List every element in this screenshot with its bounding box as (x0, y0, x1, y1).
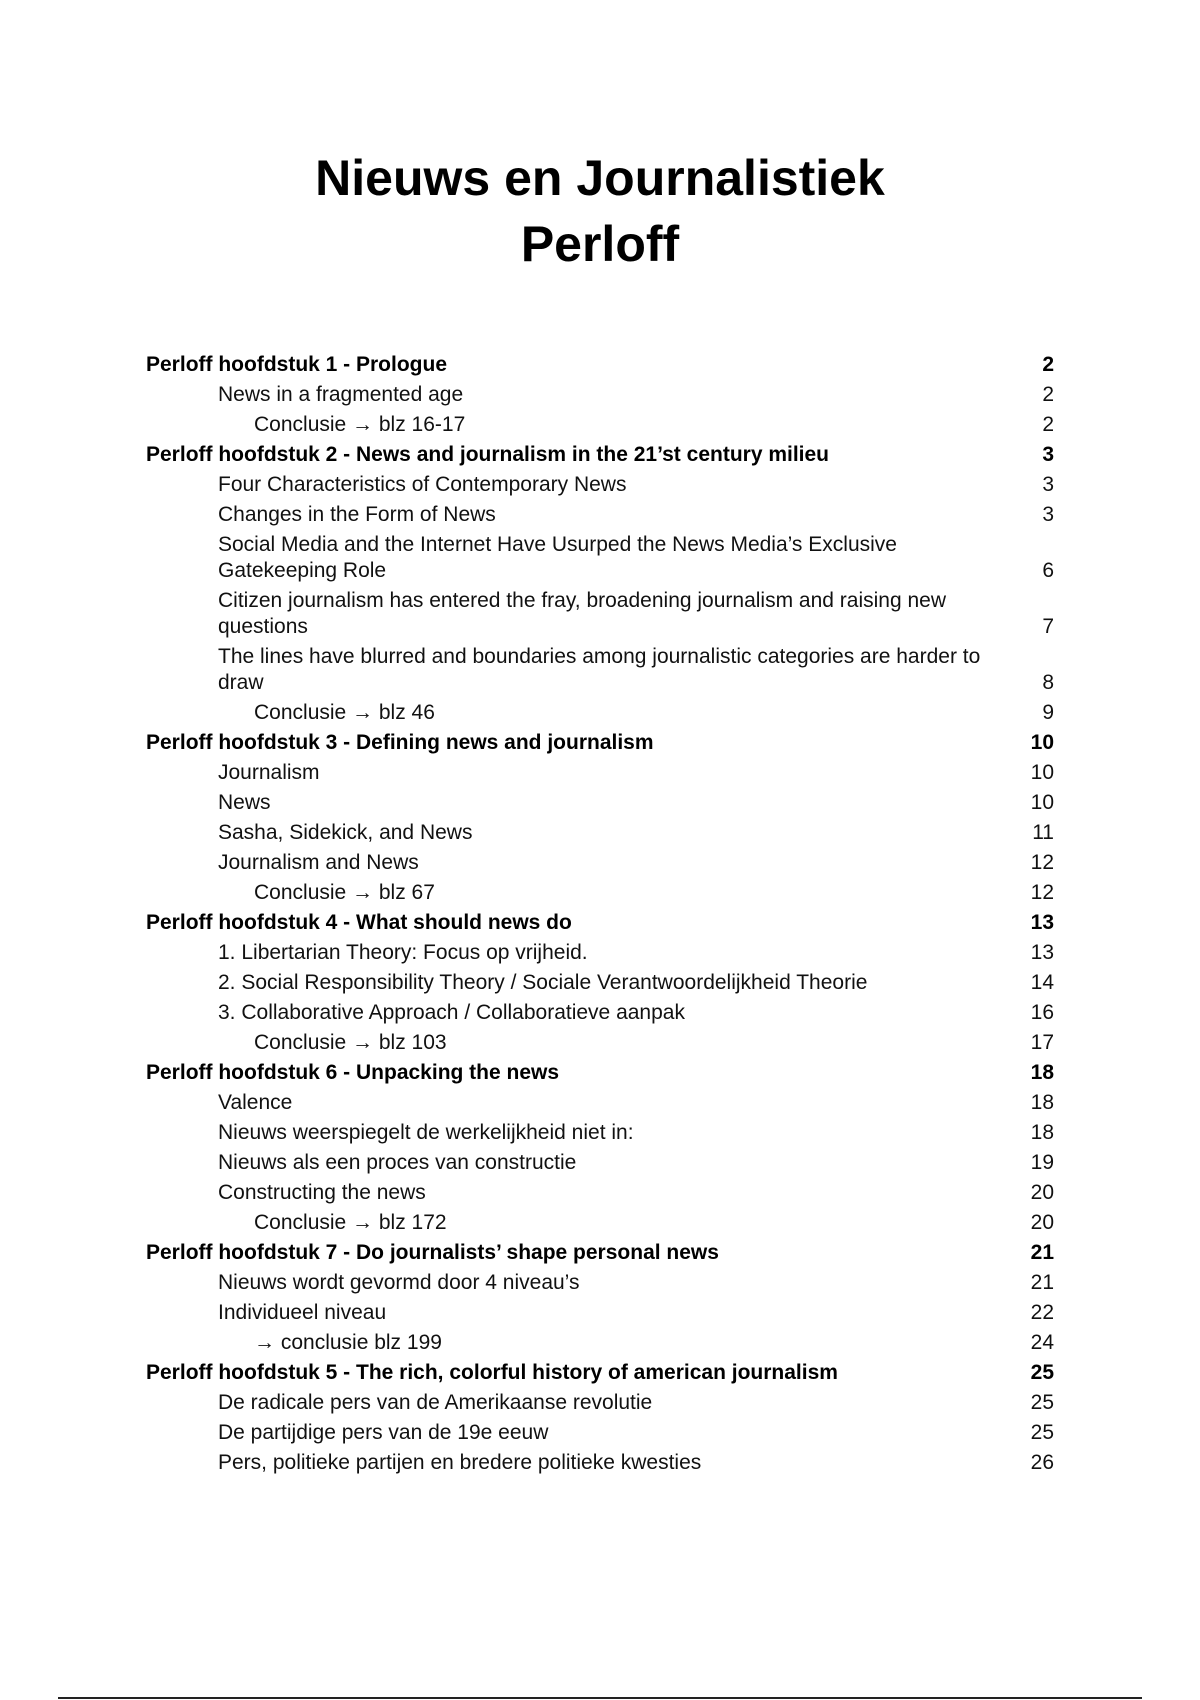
toc-chapter-entry[interactable] (146, 350, 1054, 380)
toc-entry-page-number: 18 (1030, 1091, 1054, 1114)
toc-entry-label: Conclusie → blz 103 (254, 1031, 447, 1054)
toc-section-entry[interactable] (146, 758, 1054, 788)
toc-entry-label: Perloff hoofdstuk 5 - The rich, colorful history of american journalism (146, 1361, 838, 1384)
toc-entry-page-number: 9 (1042, 701, 1054, 724)
toc-entry-label: Pers, politieke partijen en bredere politieke kwesties (218, 1451, 702, 1474)
toc-entry-label: De partijdige pers van de 19e eeuw (218, 1421, 549, 1444)
toc-entry-page-number: 11 (1032, 821, 1054, 844)
toc-entry-label: Conclusie → blz 172 (254, 1211, 447, 1234)
toc-entry-label: Perloff hoofdstuk 4 - What should news do (146, 911, 572, 934)
toc-entry-label: Nieuws als een proces van constructie (218, 1151, 577, 1174)
toc-section-entry[interactable] (146, 1418, 1054, 1448)
toc-entry-page-number: 20 (1030, 1181, 1054, 1204)
toc-section-entry[interactable] (146, 848, 1054, 878)
toc-entry-label: Constructing the news (218, 1181, 426, 1204)
toc-entry-page-number: 3 (1042, 443, 1054, 466)
toc-section-entry[interactable] (146, 642, 1054, 698)
toc-chapter-entry[interactable] (146, 728, 1054, 758)
toc-section-entry[interactable] (146, 1148, 1054, 1178)
toc-section-entry[interactable] (146, 968, 1054, 998)
toc-entry-label: Citizen journalism has entered the fray, broadening journalism and raising new questions (218, 589, 947, 638)
toc-entry-page-number: 13 (1030, 941, 1054, 964)
toc-entry-page-number: 21 (1030, 1271, 1054, 1294)
toc-entry-label: Conclusie → blz 46 (254, 701, 435, 724)
toc-entry-page-number: 6 (1042, 559, 1054, 582)
toc-entry-label: 1. Libertarian Theory: Focus op vrijheid. (218, 941, 588, 964)
toc-section-entry[interactable] (146, 788, 1054, 818)
toc-entry-label: Perloff hoofdstuk 3 - Defining news and journalism (146, 731, 654, 754)
toc-entry-page-number: 10 (1030, 761, 1054, 784)
toc-entry-label: De radicale pers van de Amerikaanse revolutie (218, 1391, 653, 1414)
toc-entry-page-number: 7 (1042, 615, 1054, 638)
toc-chapter-entry[interactable] (146, 1058, 1054, 1088)
toc-entry-page-number: 24 (1030, 1331, 1054, 1354)
toc-subsection-entry[interactable] (146, 1208, 1054, 1238)
toc-section-entry[interactable] (146, 1388, 1054, 1418)
toc-entry-page-number: 18 (1030, 1121, 1054, 1144)
toc-section-entry[interactable] (146, 818, 1054, 848)
toc-entry-label: Nieuws weerspiegelt de werkelijkheid niet in: (218, 1121, 634, 1144)
toc-entry-page-number: 25 (1030, 1421, 1054, 1444)
toc-entry-label: Four Characteristics of Contemporary News (218, 473, 627, 496)
toc-section-entry[interactable] (146, 1268, 1054, 1298)
toc-entry-label: News in a fragmented age (218, 383, 464, 406)
toc-entry-page-number: 14 (1030, 971, 1054, 994)
document-title-line-1: Nieuws en Journalistiek (315, 150, 885, 206)
toc-entry-page-number: 22 (1030, 1301, 1054, 1324)
toc-subsection-entry[interactable] (146, 698, 1054, 728)
toc-entry-page-number: 3 (1042, 473, 1054, 496)
toc-entry-label: → conclusie blz 199 (254, 1331, 442, 1354)
table-of-contents (146, 350, 1054, 1478)
toc-section-entry[interactable] (146, 1088, 1054, 1118)
toc-entry-page-number: 10 (1030, 791, 1054, 814)
toc-section-entry[interactable] (146, 938, 1054, 968)
toc-section-entry[interactable] (146, 380, 1054, 410)
toc-entry-page-number: 18 (1030, 1061, 1054, 1084)
toc-section-entry[interactable] (146, 500, 1054, 530)
toc-entry-page-number: 26 (1030, 1451, 1054, 1474)
toc-entry-page-number: 25 (1030, 1361, 1054, 1384)
toc-section-entry[interactable] (146, 530, 1054, 586)
toc-chapter-entry[interactable] (146, 908, 1054, 938)
toc-entry-page-number: 2 (1042, 353, 1054, 376)
toc-section-entry[interactable] (146, 1448, 1054, 1478)
toc-entry-label: Changes in the Form of News (218, 503, 496, 526)
toc-entry-label: Perloff hoofdstuk 7 - Do journalists’ shape personal news (146, 1241, 719, 1264)
toc-subsection-entry[interactable] (146, 410, 1054, 440)
toc-entry-label: News (218, 791, 271, 814)
toc-entry-label: Sasha, Sidekick, and News (218, 821, 473, 844)
toc-section-entry[interactable] (146, 1178, 1054, 1208)
document-title-line-2: Perloff (520, 216, 680, 272)
toc-entry-label: Journalism (218, 761, 320, 784)
toc-section-entry[interactable] (146, 998, 1054, 1028)
toc-entry-label: Conclusie → blz 16-17 (254, 413, 466, 436)
toc-chapter-entry[interactable] (146, 1358, 1054, 1388)
toc-entry-label: Conclusie → blz 67 (254, 881, 435, 904)
toc-entry-page-number: 17 (1030, 1031, 1054, 1054)
toc-entry-label: Journalism and News (218, 851, 419, 874)
toc-entry-label: Social Media and the Internet Have Usurped the News Media’s Exclusive Gatekeeping Role (218, 533, 897, 582)
toc-subsection-entry[interactable] (146, 1028, 1054, 1058)
toc-entry-label: The lines have blurred and boundaries among journalistic categories are harder to draw (218, 645, 981, 694)
toc-entry-page-number: 19 (1030, 1151, 1054, 1174)
toc-entry-label: Perloff hoofdstuk 6 - Unpacking the news (146, 1061, 560, 1084)
toc-entry-page-number: 16 (1030, 1001, 1054, 1024)
toc-section-entry[interactable] (146, 1118, 1054, 1148)
footer-divider (58, 1697, 1142, 1699)
toc-entry-page-number: 25 (1030, 1391, 1054, 1414)
toc-entry-label: Nieuws wordt gevormd door 4 niveau’s (218, 1271, 580, 1294)
toc-section-entry[interactable] (146, 586, 1054, 642)
toc-entry-page-number: 12 (1030, 881, 1054, 904)
toc-entry-label: Individueel niveau (218, 1301, 387, 1324)
toc-entry-page-number: 20 (1030, 1211, 1054, 1234)
toc-subsection-entry[interactable] (146, 878, 1054, 908)
toc-entry-label: 2. Social Responsibility Theory / Sociale Verantwoordelijkheid Theorie (218, 971, 868, 994)
toc-entry-page-number: 8 (1042, 671, 1054, 694)
toc-subsection-entry[interactable] (146, 1328, 1054, 1358)
toc-entry-label: Valence (218, 1091, 293, 1114)
toc-chapter-entry[interactable] (146, 1238, 1054, 1268)
toc-entry-label: Perloff hoofdstuk 1 - Prologue (146, 353, 448, 376)
toc-section-entry[interactable] (146, 1298, 1054, 1328)
toc-chapter-entry[interactable] (146, 440, 1054, 470)
toc-entry-page-number: 2 (1042, 413, 1054, 436)
toc-entry-page-number: 3 (1042, 503, 1054, 526)
toc-entry-page-number: 12 (1030, 851, 1054, 874)
toc-entry-label: Perloff hoofdstuk 2 - News and journalism in the 21’st century milieu (146, 443, 830, 466)
document-title (0, 145, 1200, 277)
toc-entry-page-number: 10 (1030, 731, 1054, 754)
toc-section-entry[interactable] (146, 470, 1054, 500)
toc-entry-page-number: 13 (1030, 911, 1054, 934)
toc-entry-page-number: 2 (1042, 383, 1054, 406)
toc-entry-label: 3. Collaborative Approach / Collaboratieve aanpak (218, 1001, 685, 1024)
toc-entry-page-number: 21 (1030, 1241, 1054, 1264)
